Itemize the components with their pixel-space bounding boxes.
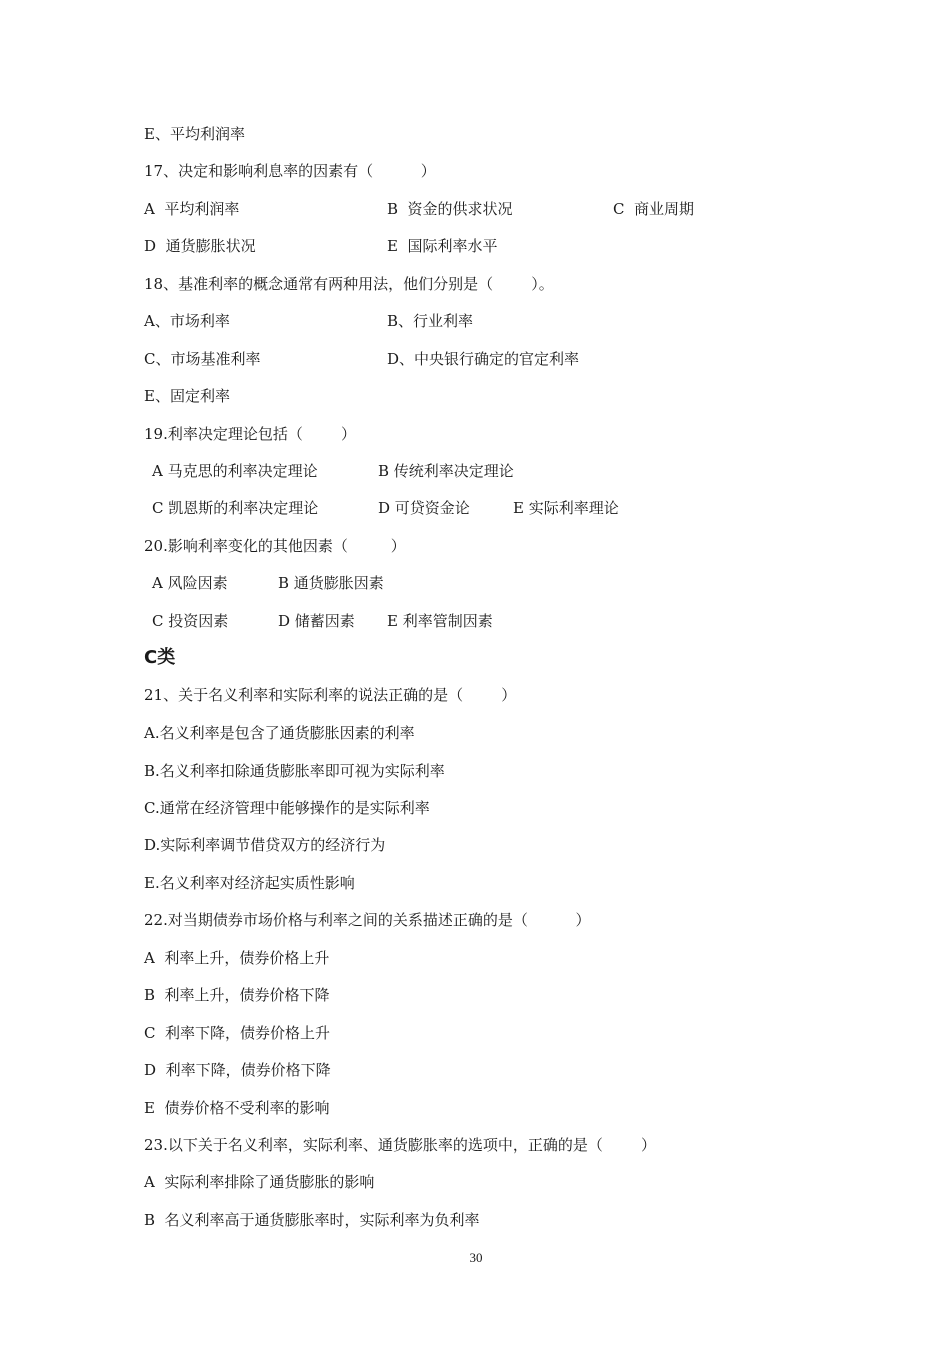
q17-option-b: B 资金的供求状况 [387,200,513,218]
q16-option-e: E、平均利润率 [144,125,245,143]
q22-option-a: A 利率上升，债券价格上升 [144,949,330,967]
q17-option-c: C 商业周期 [613,200,695,218]
q17-option-e: E 国际利率水平 [387,237,498,255]
q22-stem: 22.对当期债券市场价格与利率之间的关系描述正确的是（ ） [144,911,591,929]
q19-option-b: B 传统利率决定理论 [378,462,514,480]
q21-stem: 21、关于名义利率和实际利率的说法正确的是（ ） [144,686,517,704]
q23-stem: 23.以下关于名义利率，实际利率、通货膨胀率的选项中，正确的是（ ） [144,1136,657,1154]
q20-option-a: A 风险因素 [152,574,228,592]
q23-option-b: B 名义利率高于通货膨胀率时，实际利率为负利率 [144,1211,480,1229]
q18-option-c: C、市场基准利率 [144,350,261,368]
q18-stem: 18、基准利率的概念通常有两种用法，他们分别是（ ）。 [144,275,554,293]
q18-option-a: A、市场利率 [144,312,230,330]
q21-option-a: A.名义利率是包含了通货膨胀因素的利率 [144,724,415,742]
q17-option-d: D 通货膨胀状况 [144,237,256,255]
q17-stem: 17、决定和影响利息率的因素有（ ） [144,162,436,180]
q19-option-d: D 可贷资金论 [378,499,470,517]
q19-option-a: A 马克思的利率决定理论 [152,462,318,480]
q20-option-d: D 储蓄因素 [278,612,355,630]
q18-option-d: D、中央银行确定的官定利率 [387,350,580,368]
q18-option-e: E、固定利率 [144,387,230,405]
q23-option-a: A 实际利率排除了通货膨胀的影响 [144,1173,375,1191]
q22-option-c: C 利率下降，债券价格上升 [144,1024,331,1042]
section-heading-c: C类 [144,647,176,668]
q20-stem: 20.影响利率变化的其他因素（ ） [144,537,406,555]
q21-option-c: C.通常在经济管理中能够操作的是实际利率 [144,799,430,817]
q18-option-b: B、行业利率 [387,312,474,330]
q20-option-b: B 通货膨胀因素 [278,574,384,592]
q19-option-e: E 实际利率理论 [513,499,619,517]
q17-option-a: A 平均利润率 [144,200,240,218]
q22-option-d: D 利率下降，债券价格下降 [144,1061,331,1079]
page-number: 30 [469,1250,483,1265]
q21-option-d: D.实际利率调节借贷双方的经济行为 [144,836,386,854]
q20-option-c: C 投资因素 [152,612,229,630]
q19-option-c: C 凯恩斯的利率决定理论 [152,499,319,517]
q20-option-e: E 利率管制因素 [387,612,493,630]
q21-option-b: B.名义利率扣除通货膨胀率即可视为实际利率 [144,762,445,780]
q22-option-e: E 债券价格不受利率的影响 [144,1099,330,1117]
q21-option-e: E.名义利率对经济起实质性影响 [144,874,355,892]
q22-option-b: B 利率上升，债券价格下降 [144,986,330,1004]
q19-stem: 19.利率决定理论包括（ ） [144,425,357,443]
